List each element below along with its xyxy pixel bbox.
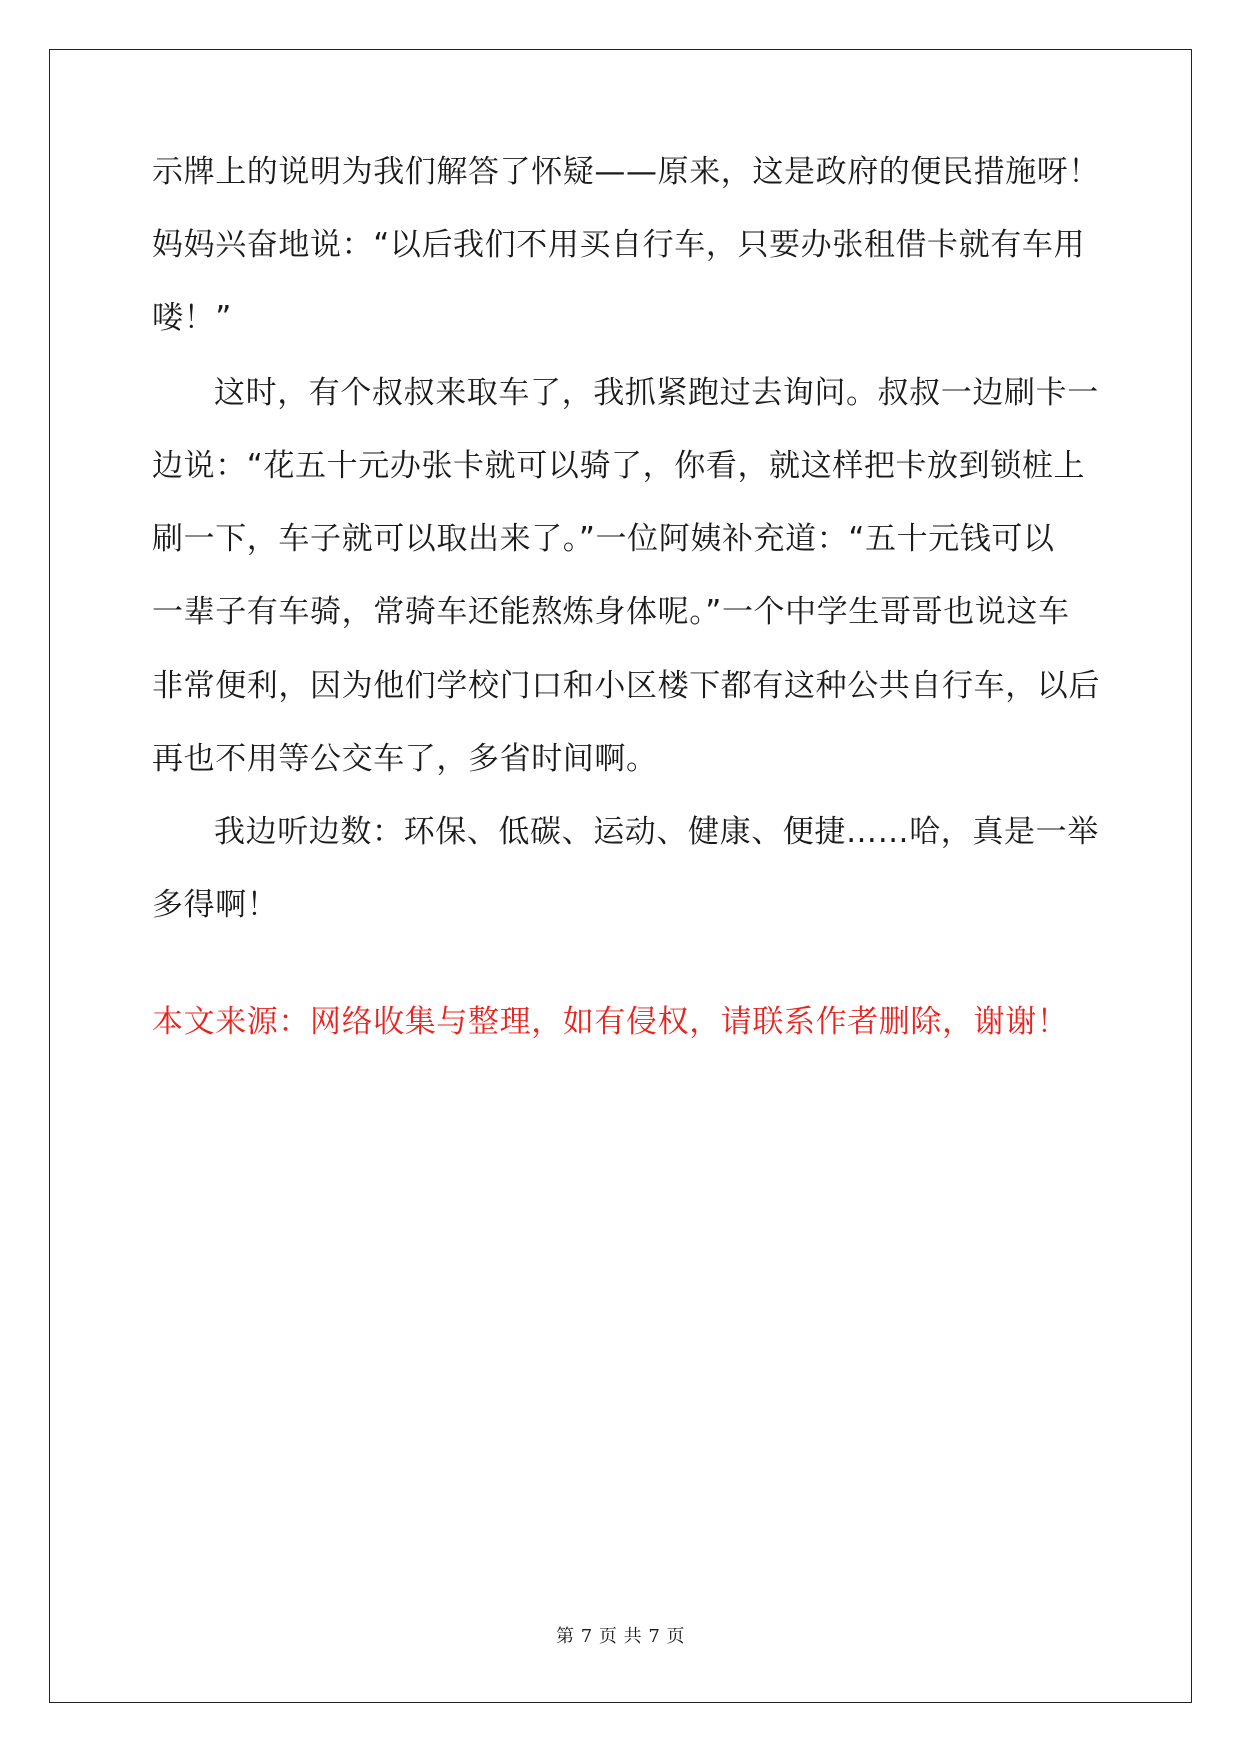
text-line: 喽！” [152, 300, 232, 336]
text-line: 刷一下，车子就可以取出来了。”一位阿姨补充道：“五十元钱可以 [152, 521, 1055, 557]
paragraph-start-line: 我边听边数：环保、低碳、运动、健康、便捷……哈，真是一举 [214, 814, 1099, 850]
page-number: 第 7 页 共 7 页 [555, 1626, 685, 1647]
text-line: 非常便利，因为他们学校门口和小区楼下都有这种公共自行车，以后 [152, 668, 1100, 704]
text-line: 示牌上的说明为我们解答了怀疑——原来，这是政府的便民措施呀！ [152, 154, 1100, 190]
text-line: 妈妈兴奋地说：“以后我们不用买自行车，只要办张租借卡就有车用 [152, 227, 1086, 263]
text-line: 一辈子有车骑，常骑车还能熬炼身体呢。”一个中学生哥哥也说这车 [152, 594, 1070, 630]
text-line: 再也不用等公交车了，多省时间啊。 [152, 741, 658, 777]
text-line: 多得啊！ [152, 887, 279, 923]
text-line: 边说：“花五十元办张卡就可以骑了，你看，就这样把卡放到锁桩上 [152, 448, 1086, 484]
source-note: 本文来源：网络收集与整理，如有侵权，请联系作者删除，谢谢！ [152, 1004, 1069, 1040]
paragraph-start-line: 这时，有个叔叔来取车了，我抓紧跑过去询问。叔叔一边刷卡一 [214, 375, 1099, 411]
